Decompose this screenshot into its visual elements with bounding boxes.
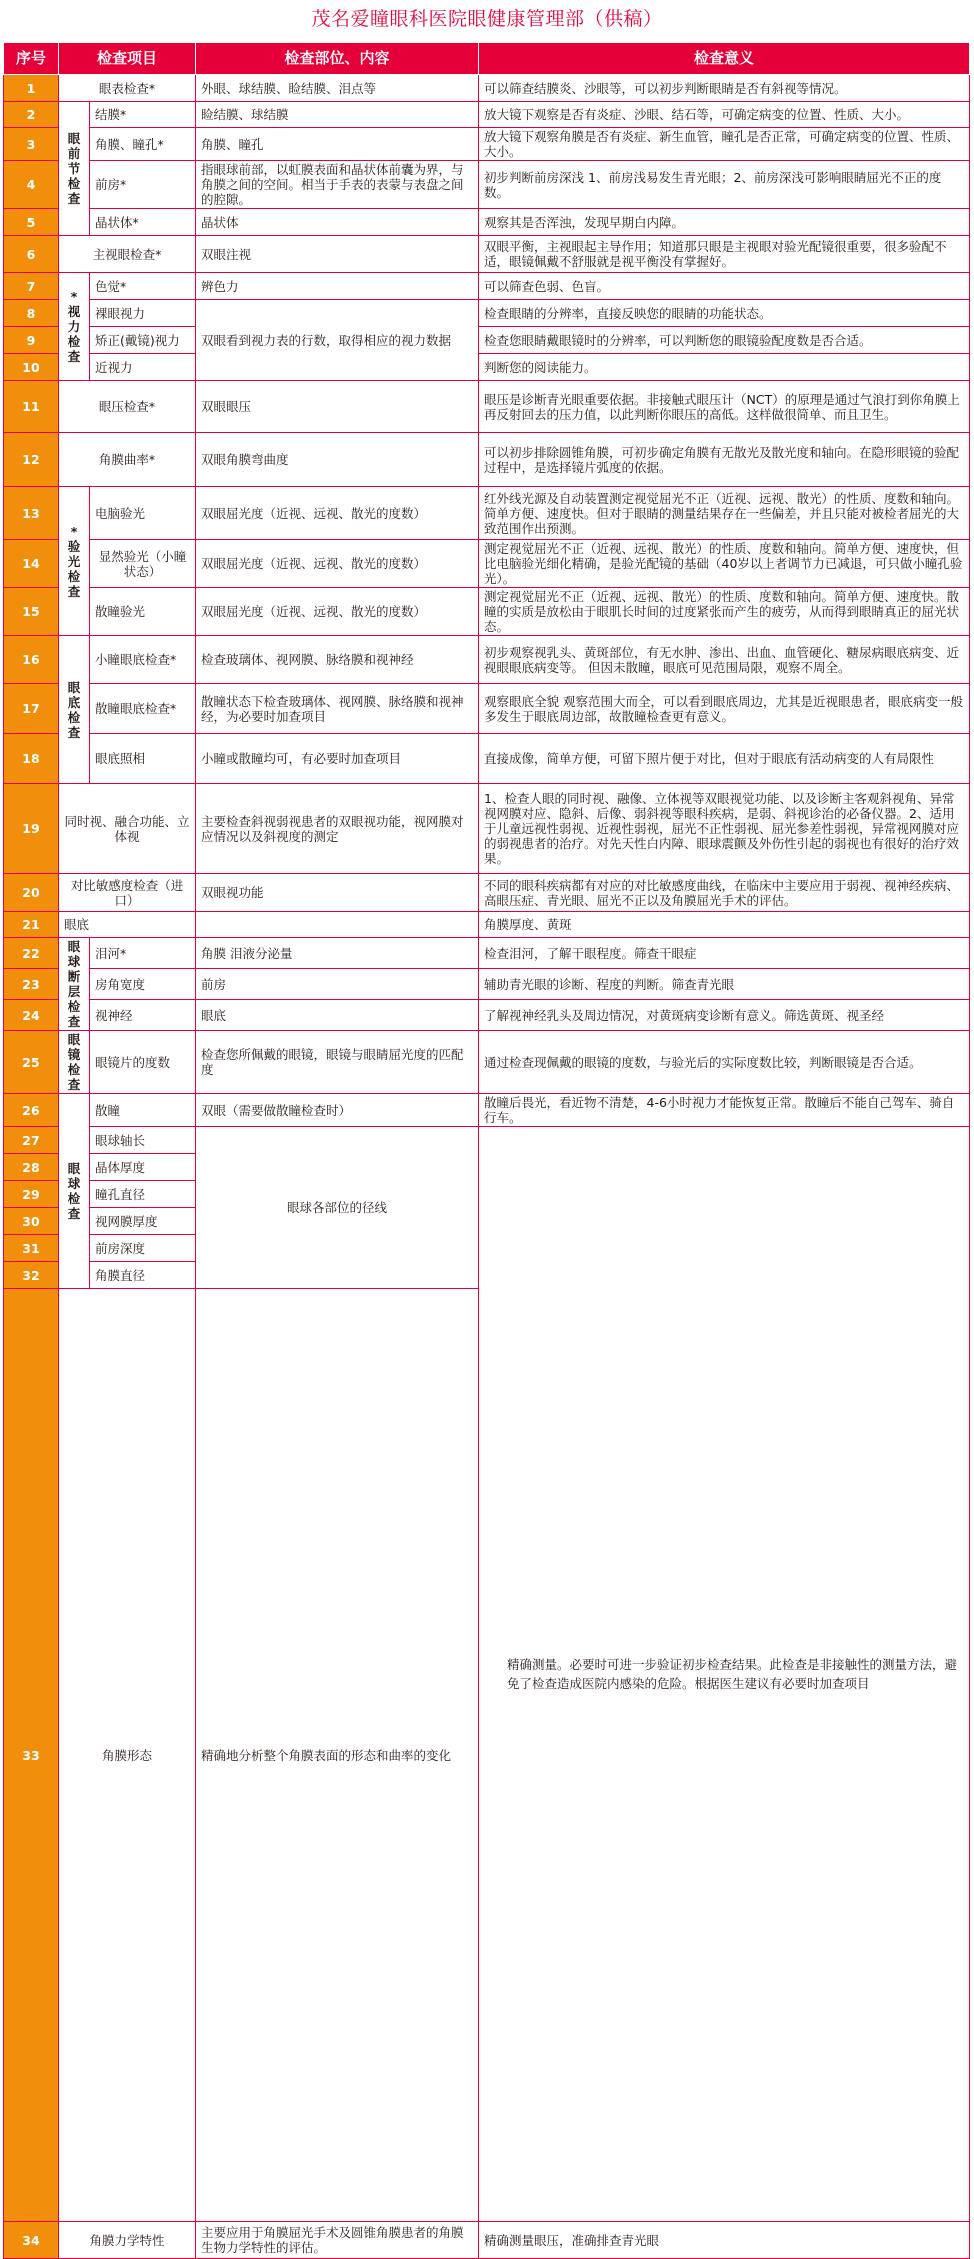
row-no: 1 <box>4 75 59 102</box>
row-item: 泪河* <box>90 938 196 969</box>
table-row <box>4 938 970 969</box>
row-item: 对比敏感度检查（进口） <box>59 874 196 912</box>
category-refraction <box>59 487 90 636</box>
row-item: 散瞳验光 <box>90 588 196 636</box>
row-item: 视神经 <box>90 1000 196 1031</box>
row-item: 眼镜片的度数 <box>90 1031 196 1094</box>
category-lens <box>59 1031 90 1094</box>
row-item: 瞳孔直径 <box>90 1181 196 1208</box>
category-vision <box>59 273 90 381</box>
row-meaning: 可以筛查色弱、色盲。 <box>479 273 970 300</box>
row-no: 8 <box>4 300 59 327</box>
category-label: 眼镜检查 <box>67 1032 81 1092</box>
row-item: 散瞳眼底检查* <box>90 684 196 734</box>
row-item: 近视力 <box>90 354 196 381</box>
row-meaning: 观察眼底全貌 观察范围大而全，可以看到眼底周边，尤其是近视眼患者，眼底病变一般多发生于眼底周边部，故散瞳检查更有意义。 <box>479 684 970 734</box>
row-meaning: 初步观察视乳头、黄斑部位，有无水肿、渗出、出血、血管硬化、糖尿病眼底病变、近视眼眼底病变等。 但因未散瞳，眼底可见范围局限，观察不周全。 <box>479 636 970 684</box>
row-part: 睑结膜、球结膜 <box>196 102 479 128</box>
row-meaning: 精确测量。必要时可进一步验证初步检查结果。此检查是非接触性的测量方法，避免了检查造成医院内感染的危险。根据医生建议有必要时加查项目 <box>479 1127 970 2222</box>
row-no: 16 <box>4 636 59 684</box>
row-item: 裸眼视力 <box>90 300 196 327</box>
row-no: 10 <box>4 354 59 381</box>
row-item: 眼表检查* <box>59 75 196 102</box>
row-part: 散瞳状态下检查玻璃体、视网膜、脉络膜和视神经，为必要时加查项目 <box>196 684 479 734</box>
row-meaning: 散瞳后畏光，看近物不清楚，4-6小时视力才能恢复正常。散瞳后不能自己驾车、骑自行车。 <box>479 1094 970 1127</box>
row-meaning: 可以初步排除圆锥角膜，可初步确定角膜有无散光及散光度和轴向。在隐形眼镜的验配过程中，是选择镜片弧度的依据。 <box>479 433 970 487</box>
row-part: 外眼、球结膜、睑结膜、泪点等 <box>196 75 479 102</box>
row-item: 前房* <box>90 161 196 209</box>
row-no: 17 <box>4 684 59 734</box>
row-no: 12 <box>4 433 59 487</box>
row-item: 同时视、融合功能、立体视 <box>59 784 196 874</box>
table-row <box>4 327 970 354</box>
table-row <box>4 2222 970 2259</box>
table-row <box>4 128 970 161</box>
row-no: 24 <box>4 1000 59 1031</box>
exam-table <box>3 42 970 2259</box>
category-anterior <box>59 102 90 236</box>
row-meaning: 测定视觉屈光不正（近视、远视、散光）的性质、度数和轴向。简单方便、速度快，但比电脑验光细化精确，是验光配镜的基础（40岁以上者调节力已减退，可只做小瞳孔验光）。 <box>479 540 970 588</box>
table-row <box>4 588 970 636</box>
row-part: 指眼球前部，以虹膜表面和晶状体前囊为界，与角膜之间的空间。相当于手表的表蒙与表盘之间的腔隙。 <box>196 161 479 209</box>
row-no: 21 <box>4 912 59 938</box>
table-row <box>4 636 970 684</box>
row-no: 23 <box>4 969 59 1000</box>
row-item: 房角宽度 <box>90 969 196 1000</box>
row-meaning: 红外线光源及自动装置测定视觉屈光不正（近视、远视、散光）的性质、度数和轴向。简单方便、速度快。但对于眼睛的测量结果存在一些偏差，并且只能对被检者屈光的大致范围作出预测。 <box>479 487 970 540</box>
row-no: 14 <box>4 540 59 588</box>
table-row <box>4 1031 970 1094</box>
category-eyeball <box>59 1094 90 1289</box>
row-item: 显然验光（小瞳状态） <box>90 540 196 588</box>
row-part: 检查玻璃体、视网膜、脉络膜和视神经 <box>196 636 479 684</box>
row-part: 角膜、瞳孔 <box>196 128 479 161</box>
row-item: 结膜* <box>90 102 196 128</box>
row-meaning: 不同的眼科疾病都有对应的对比敏感度曲线，在临床中主要应用于弱视、视神经疾病、高眼压症、青光眼、屈光不正以及角膜屈光手术的评估。 <box>479 874 970 912</box>
row-item: 小瞳眼底检查* <box>90 636 196 684</box>
table-row <box>4 912 970 938</box>
row-meaning: 测定视觉屈光不正（近视、远视、散光）的性质、度数和轴向。简单方便、速度快。散瞳的实质是放松由于眼肌长时间的过度紧张而产生的疲劳，从而得到眼睛真正的屈光状态。 <box>479 588 970 636</box>
row-item: 眼底 <box>59 912 196 938</box>
row-item: 主视眼检查* <box>59 236 196 273</box>
row-no: 30 <box>4 1208 59 1235</box>
table-header-row <box>4 43 970 75</box>
category-label: 眼前节检查 <box>67 131 81 206</box>
table-row <box>4 236 970 273</box>
row-no: 32 <box>4 1262 59 1289</box>
row-meaning: 了解视神经乳头及周边情况，对黄斑病变诊断有意义。筛选黄斑、视圣经 <box>479 1000 970 1031</box>
row-part: 双眼注视 <box>196 236 479 273</box>
row-no: 5 <box>4 209 59 236</box>
row-no: 22 <box>4 938 59 969</box>
table-row <box>4 969 970 1000</box>
table-row <box>4 1127 970 1154</box>
row-part: 双眼屈光度（近视、远视、散光的度数） <box>196 487 479 540</box>
header-meaning: 检查意义 <box>479 43 970 75</box>
row-part: 主要应用于角膜屈光手术及圆锥角膜患者的角膜生物力学特性的评估。 <box>196 2222 479 2259</box>
row-item: 角膜力学特性 <box>59 2222 196 2259</box>
table-row <box>4 75 970 102</box>
row-item: 矫正(戴镜)视力 <box>90 327 196 354</box>
row-item: 散瞳 <box>90 1094 196 1127</box>
table-row <box>4 784 970 874</box>
row-part: 小瞳或散瞳均可，有必要时加查项目 <box>196 734 479 784</box>
row-meaning: 直接成像，简单方便，可留下照片便于对比，但对于眼底有活动病变的人有局限性 <box>479 734 970 784</box>
row-meaning: 放大镜下观察是否有炎症、沙眼、结石等，可确定病变的位置、性质、大小。 <box>479 102 970 128</box>
row-item: 前房深度 <box>90 1235 196 1262</box>
row-item: 电脑验光 <box>90 487 196 540</box>
category-label: 眼球检查 <box>67 1161 81 1221</box>
row-part: 双眼视功能 <box>196 874 479 912</box>
row-meaning: 眼压是诊断青光眼重要依据。非接触式眼压计（NCT）的原理是通过气浪打到你角膜上再反射回去的压力值，以此判断你眼压的高低。这样做很简单、而且卫生。 <box>479 381 970 433</box>
row-no: 29 <box>4 1181 59 1208</box>
category-tomography <box>59 938 90 1031</box>
row-no: 28 <box>4 1154 59 1181</box>
table-row <box>4 684 970 734</box>
table-row <box>4 102 970 128</box>
table-row <box>4 734 970 784</box>
table-row <box>4 354 970 381</box>
row-no: 15 <box>4 588 59 636</box>
row-item: 晶体厚度 <box>90 1154 196 1181</box>
row-meaning: 初步判断前房深浅 1、前房浅易发生青光眼；2、前房深浅可影响眼睛屈光不正的度数。 <box>479 161 970 209</box>
row-part: 双眼（需要做散瞳检查时） <box>196 1094 479 1127</box>
row-no: 19 <box>4 784 59 874</box>
table-row <box>4 874 970 912</box>
row-no: 31 <box>4 1235 59 1262</box>
row-item: 色觉* <box>90 273 196 300</box>
page-title: 茂名爱瞳眼科医院眼健康管理部（供稿） <box>311 8 663 30</box>
row-meaning: 辅助青光眼的诊断、程度的判断。筛查青光眼 <box>479 969 970 1000</box>
row-no: 6 <box>4 236 59 273</box>
row-no: 3 <box>4 128 59 161</box>
row-part: 精确地分析整个角膜表面的形态和曲率的变化 <box>196 1289 479 2222</box>
row-item: 眼压检查* <box>59 381 196 433</box>
row-item: 角膜、瞳孔* <box>90 128 196 161</box>
row-part <box>196 912 479 938</box>
category-label: *视力检查 <box>67 289 81 364</box>
header-item: 检查项目 <box>59 43 196 75</box>
row-no: 34 <box>4 2222 59 2259</box>
row-no: 26 <box>4 1094 59 1127</box>
row-part: 辨色力 <box>196 273 479 300</box>
row-item: 眼底照相 <box>90 734 196 784</box>
row-part: 眼底 <box>196 1000 479 1031</box>
header-no: 序号 <box>4 43 59 75</box>
row-part: 双眼角膜弯曲度 <box>196 433 479 487</box>
table-row <box>4 1094 970 1127</box>
row-meaning: 观察其是否浑浊，发现早期白内障。 <box>479 209 970 236</box>
row-part: 角膜 泪液分泌量 <box>196 938 479 969</box>
table-row <box>4 540 970 588</box>
row-item: 晶状体* <box>90 209 196 236</box>
row-item: 角膜直径 <box>90 1262 196 1289</box>
row-part: 双眼看到视力表的行数，取得相应的视力数据 <box>196 300 479 381</box>
row-meaning: 放大镜下观察角膜是否有炎症、新生血管，瞳孔是否正常，可确定病变的位置、性质、大小。 <box>479 128 970 161</box>
row-meaning: 精确测量眼压，准确排查青光眼 <box>479 2222 970 2259</box>
row-part: 双眼屈光度（近视、远视、散光的度数） <box>196 540 479 588</box>
row-item: 角膜曲率* <box>59 433 196 487</box>
table-row <box>4 1000 970 1031</box>
row-meaning: 通过检查现佩戴的眼镜的度数，与验光后的实际度数比较，判断眼镜是否合适。 <box>479 1031 970 1094</box>
row-meaning: 判断您的阅读能力。 <box>479 354 970 381</box>
table-row <box>4 300 970 327</box>
row-no: 9 <box>4 327 59 354</box>
row-part: 检查您所佩戴的眼镜，眼镜与眼睛屈光度的匹配度 <box>196 1031 479 1094</box>
category-label: *验光检查 <box>67 523 81 599</box>
row-no: 33 <box>4 1289 59 2222</box>
header-part: 检查部位、内容 <box>196 43 479 75</box>
row-no: 18 <box>4 734 59 784</box>
row-no: 20 <box>4 874 59 912</box>
row-meaning: 检查您眼睛戴眼镜时的分辨率，可以判断您的眼镜验配度数是否合适。 <box>479 327 970 354</box>
table-row <box>4 433 970 487</box>
category-label: 眼底检查 <box>67 679 81 740</box>
row-no: 25 <box>4 1031 59 1094</box>
row-part: 晶状体 <box>196 209 479 236</box>
table-row <box>4 161 970 209</box>
row-no: 11 <box>4 381 59 433</box>
row-meaning: 检查眼睛的分辨率，直接反映您的眼睛的功能状态。 <box>479 300 970 327</box>
row-meaning: 可以筛查结膜炎、沙眼等，可以初步判断眼睛是否有斜视等情况。 <box>479 75 970 102</box>
row-no: 7 <box>4 273 59 300</box>
row-item: 角膜形态 <box>59 1289 196 2222</box>
table-row <box>4 273 970 300</box>
row-part: 前房 <box>196 969 479 1000</box>
row-part: 主要检查斜视弱视患者的双眼视功能，视网膜对应情况以及斜视度的测定 <box>196 784 479 874</box>
row-meaning: 检查泪河，了解干眼程度。筛查干眼症 <box>479 938 970 969</box>
row-part: 眼球各部位的径线 <box>196 1127 479 1289</box>
row-meaning: 1、检查人眼的同时视、融像、立体视等双眼视觉功能、以及诊断主客观斜视角、异常视网膜对应、隐斜、后像、弱斜视等眼科疾病，是弱、斜视诊治的必备仪器。2、适用于儿童远视性弱视、近视性弱视，屈光不正性弱视、屈光参差性弱视，异常视网膜对应的弱视患者的治疗。对先天性白内障、眼球震颤及外伤性引起的弱视也有很好的治疗效果。 <box>479 784 970 874</box>
row-meaning: 角膜厚度、黄斑 <box>479 912 970 938</box>
table-row <box>4 381 970 433</box>
category-fundus <box>59 636 90 784</box>
row-part: 双眼眼压 <box>196 381 479 433</box>
row-no: 13 <box>4 487 59 540</box>
row-item: 眼球轴长 <box>90 1127 196 1154</box>
category-label: 眼球断层检查 <box>67 939 81 1029</box>
row-meaning: 双眼平衡，主视眼起主导作用；知道那只眼是主视眼对验光配镜很重要，很多验配不适，眼镜佩戴不舒服就是视平衡没有掌握好。 <box>479 236 970 273</box>
row-no: 27 <box>4 1127 59 1154</box>
row-no: 2 <box>4 102 59 128</box>
table-row <box>4 209 970 236</box>
row-item: 视网膜厚度 <box>90 1208 196 1235</box>
row-no: 4 <box>4 161 59 209</box>
row-part: 双眼屈光度（近视、远视、散光的度数） <box>196 588 479 636</box>
table-row <box>4 487 970 540</box>
